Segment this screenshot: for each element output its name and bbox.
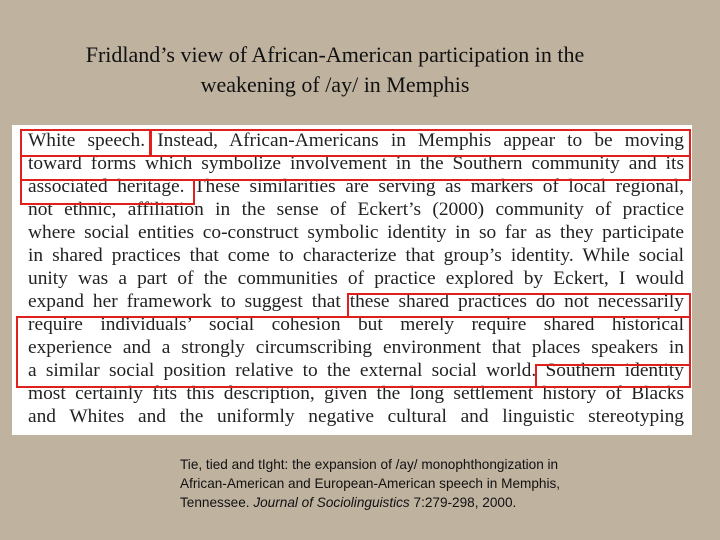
- excerpt-line: and Whites and the uniformly negative cultural and linguistic stereotyping: [28, 406, 684, 427]
- excerpt-line: White speech. Instead, African-Americans in Memphis appear to be moving: [28, 130, 684, 151]
- excerpt-line: unity was a part of the communities of practice explored by Eckert, I would: [28, 268, 684, 289]
- slide-title-line-1: Fridland’s view of African-American participation in the: [85, 42, 585, 67]
- excerpt-line: associated heritage. These similarities are serving as markers of local regional,: [28, 176, 684, 197]
- citation: [180, 455, 660, 512]
- slide-title: [0, 40, 670, 100]
- quoted-excerpt: [12, 125, 692, 435]
- citation-suffix: 7:279-298, 2000.: [409, 495, 517, 510]
- citation-line-3: [180, 493, 660, 512]
- citation-journal: Journal of Sociolinguistics: [253, 495, 410, 510]
- excerpt-line: expand her framework to suggest that these shared practices do not necessarily: [28, 291, 684, 312]
- excerpt-line: not ethnic, affiliation in the sense of Eckert’s (2000) community of practice: [28, 199, 684, 220]
- citation-prefix: Tennessee.: [180, 495, 254, 510]
- citation-line-2: African-American and European-American speech in Memphis,: [180, 476, 561, 491]
- excerpt-line: where social entities co-construct symbolic identity in so far as they participate: [28, 222, 684, 243]
- excerpt-line: in shared practices that come to characterize that group’s identity. While social: [28, 245, 684, 266]
- citation-line-1: Tie, tied and tIght: the expansion of /ay/ monophthongization in: [180, 457, 559, 472]
- excerpt-line: experience and a strongly circumscribing environment that places speakers in: [28, 337, 684, 358]
- slide-title-line-2: weakening of /ay/ in Memphis: [200, 72, 470, 97]
- excerpt-line: a similar social position relative to the external social world. Southern identity: [28, 360, 684, 381]
- excerpt-line: toward forms which symbolize involvement in the Southern community and its: [28, 153, 684, 174]
- excerpt-line: most certainly fits this description, given the long settlement history of Blacks: [28, 383, 684, 404]
- excerpt-line: require individuals’ social cohesion but merely require shared historical: [28, 314, 684, 335]
